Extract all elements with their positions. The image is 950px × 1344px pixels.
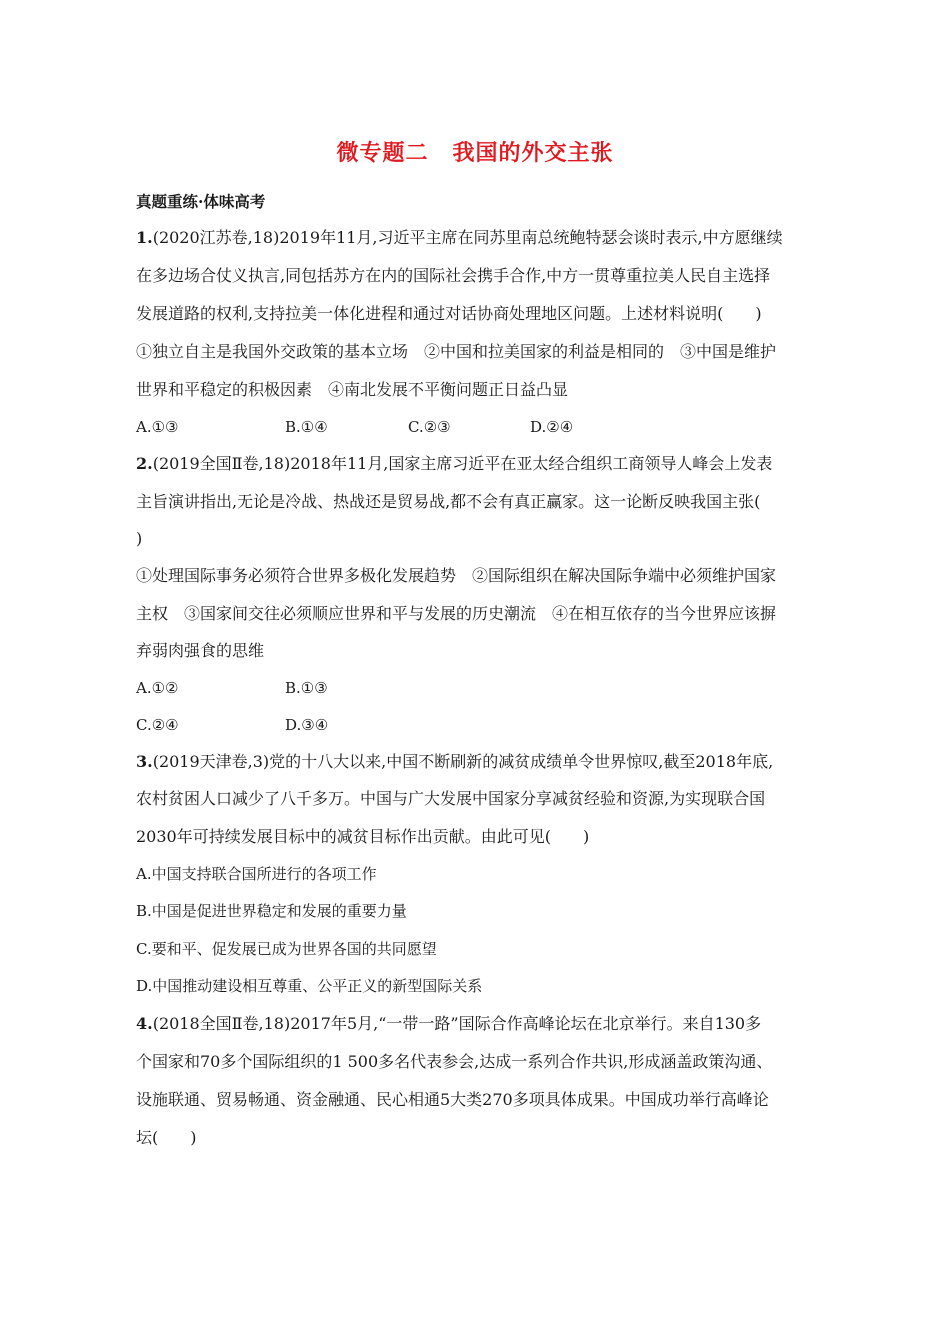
- question-1-option-a: A.①③: [136, 418, 179, 436]
- question-1-option-c: C.②③: [408, 418, 451, 436]
- question-3-line-2: 农村贫困人口减少了八千多万。中国与广大发展中国家分享减贫经验和资源,为实现联合国: [136, 789, 766, 808]
- question-1-line-5: 世界和平稳定的积极因素 ④南北发展不平衡问题正日益凸显: [136, 380, 569, 399]
- question-1-line-1: 1.(2020江苏卷,18)2019年11月,习近平主席在同苏里南总统鲍特瑟会谈时表示,中方愿继续: [136, 228, 783, 247]
- question-1-number: 1.: [136, 228, 153, 247]
- question-2-line-4: ①处理国际事务必须符合世界多极化发展趋势 ②国际组织在解决国际争端中必须维护国家: [136, 566, 777, 585]
- question-4-number: 4.: [136, 1014, 153, 1033]
- question-3-option-d: D.中国推动建设相互尊重、公平正义的新型国际关系: [136, 977, 483, 995]
- question-2-option-b: B.①③: [285, 679, 328, 697]
- question-4-line-4: 坛( ): [136, 1128, 197, 1147]
- question-2-option-d: D.③④: [285, 716, 329, 734]
- question-2-line-2: 主旨演讲指出,无论是冷战、热战还是贸易战,都不会有真正赢家。这一论断反映我国主张(: [136, 492, 761, 511]
- question-2-line-6: 弃弱肉强食的思维: [136, 641, 265, 660]
- question-3-line-3: 2030年可持续发展目标中的减贫目标作出贡献。由此可见( ): [136, 827, 590, 846]
- question-2-line-3: ): [136, 529, 143, 548]
- question-1-line-3: 发展道路的权利,支持拉美一体化进程和通过对话协商处理地区问题。上述材料说明( ): [136, 304, 762, 323]
- section-heading: 真题重练·体味高考: [136, 192, 266, 211]
- page-title: [0, 136, 950, 167]
- question-3-option-c: C.要和平、促发展已成为世界各国的共同愿望: [136, 940, 437, 958]
- question-2-option-c: C.②④: [136, 716, 179, 734]
- question-4-line-1: 4.(2018全国Ⅱ卷,18)2017年5月,“一带一路”国际合作高峰论坛在北京举行。来自130多: [136, 1014, 762, 1033]
- question-2-number: 2.: [136, 454, 153, 473]
- question-4-line-3: 设施联通、贸易畅通、资金融通、民心相通5大类270多项具体成果。中国成功举行高峰论: [136, 1090, 769, 1109]
- question-1-option-d: D.②④: [530, 418, 574, 436]
- question-2-line-5: 主权 ③国家间交往必须顺应世界和平与发展的历史潮流 ④在相互依存的当今世界应该摒: [136, 604, 777, 623]
- question-1-option-b: B.①④: [285, 418, 328, 436]
- question-2-option-a: A.①②: [136, 679, 179, 697]
- question-3-line-1: 3.(2019天津卷,3)党的十八大以来,中国不断刷新的减贫成绩单令世界惊叹,截至2018年底,: [136, 752, 774, 771]
- question-1-line-2: 在多边场合仗义执言,同包括苏方在内的国际社会携手合作,中方一贯尊重拉美人民自主选择: [136, 266, 771, 285]
- question-2-line-1: 2.(2019全国Ⅱ卷,18)2018年11月,国家主席习近平在亚太经合组织工商领导人峰会上发表: [136, 454, 773, 473]
- question-1-line-4: ①独立自主是我国外交政策的基本立场 ②中国和拉美国家的利益是相同的 ③中国是维护: [136, 342, 777, 361]
- question-4-line-2: 个国家和70多个国际组织的1 500多名代表参会,达成一系列合作共识,形成涵盖政策沟通、: [136, 1052, 773, 1071]
- title-part-2: 我国的外交主张: [452, 140, 614, 166]
- title-part-1: 微专题二: [336, 140, 429, 166]
- question-3-option-b: B.中国是促进世界稳定和发展的重要力量: [136, 902, 407, 920]
- question-3-number: 3.: [136, 752, 153, 771]
- question-3-option-a: A.中国支持联合国所进行的各项工作: [136, 865, 377, 883]
